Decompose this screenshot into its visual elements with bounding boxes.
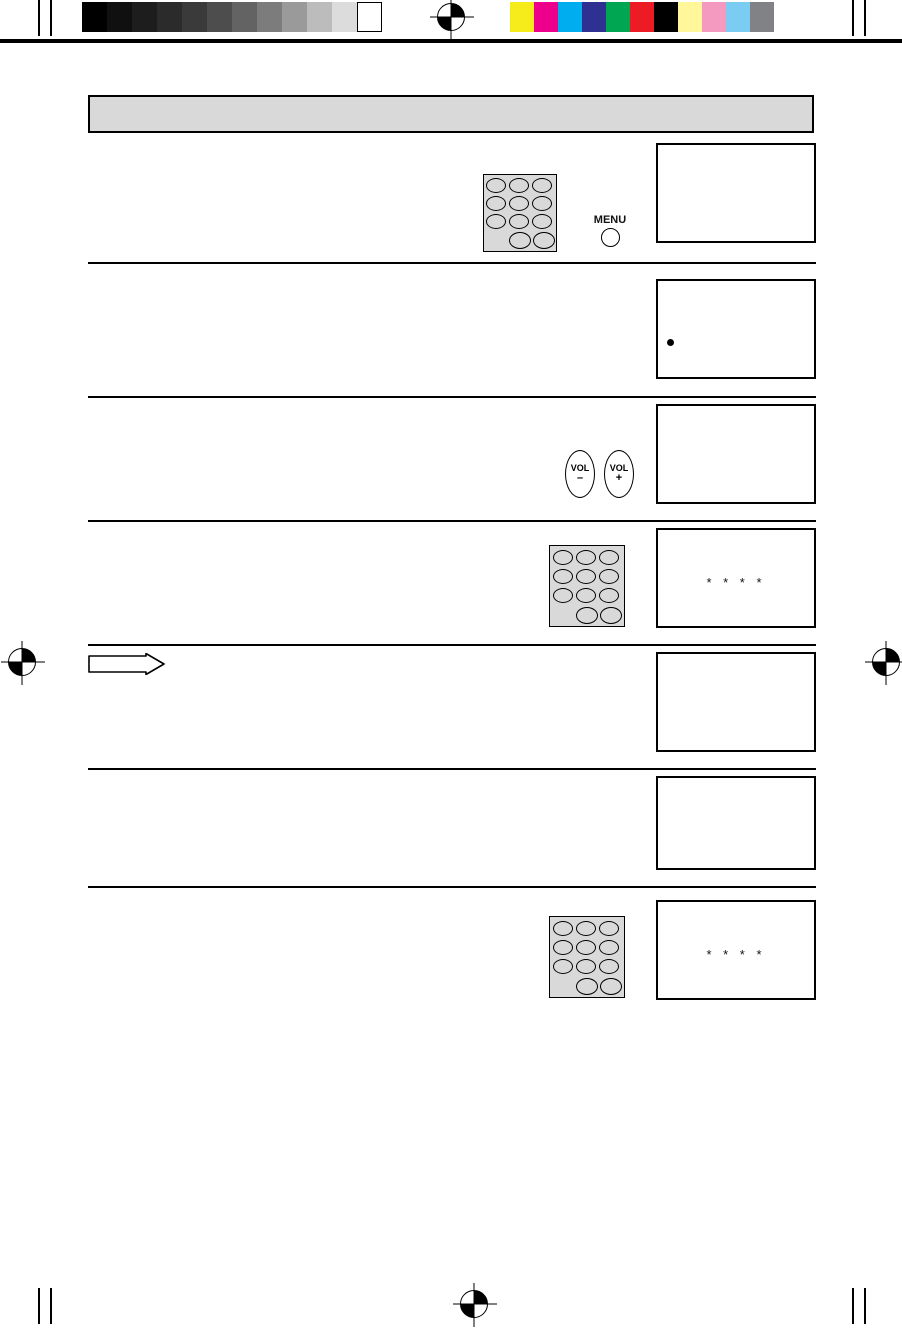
separator-rule-5	[88, 768, 816, 770]
keypad-key[interactable]	[553, 550, 573, 565]
separator-rule-2	[88, 396, 816, 398]
numeric-keypad-icon[interactable]	[549, 916, 625, 998]
keypad-key[interactable]	[576, 588, 596, 603]
keypad-key[interactable]	[600, 607, 622, 624]
keypad-key[interactable]	[553, 921, 573, 936]
menu-button-label: MENU	[593, 214, 627, 226]
separator-rule-1	[88, 262, 816, 264]
tv-screen-2	[656, 279, 816, 379]
page-title-banner	[88, 95, 814, 133]
keypad-key[interactable]	[599, 940, 619, 955]
keypad-key[interactable]	[576, 607, 598, 624]
volume-up-label: VOL	[609, 463, 629, 473]
keypad-key[interactable]	[486, 214, 506, 229]
tv-screen-5	[656, 652, 816, 752]
numeric-keypad-icon[interactable]	[549, 545, 625, 627]
keypad-key[interactable]	[553, 569, 573, 584]
volume-up-button[interactable]	[604, 450, 634, 498]
keypad-key[interactable]	[509, 232, 531, 249]
keypad-key[interactable]	[599, 959, 619, 974]
keypad-key[interactable]	[576, 569, 596, 584]
separator-rule-6	[88, 886, 816, 888]
keypad-key[interactable]	[509, 196, 529, 211]
separator-rule-3	[88, 520, 816, 522]
tv-screen-2-bullet	[667, 339, 674, 346]
keypad-key[interactable]	[553, 588, 573, 603]
keypad-key[interactable]	[599, 569, 619, 584]
keypad-key[interactable]	[576, 978, 598, 995]
keypad-key[interactable]	[486, 178, 506, 193]
numeric-keypad-icon[interactable]	[483, 174, 557, 252]
tv-screen-6	[656, 776, 816, 870]
volume-down-label: VOL	[570, 463, 590, 473]
menu-button[interactable]	[585, 214, 635, 247]
keypad-key[interactable]	[599, 550, 619, 565]
keypad-key[interactable]	[509, 214, 529, 229]
volume-down-sign: –	[576, 472, 584, 484]
keypad-key[interactable]	[600, 978, 622, 995]
keypad-key[interactable]	[576, 940, 596, 955]
volume-up-sign: +	[615, 472, 623, 484]
keypad-key[interactable]	[599, 588, 619, 603]
keypad-key[interactable]	[553, 940, 573, 955]
keypad-key[interactable]	[486, 196, 506, 211]
menu-button-circle[interactable]	[601, 228, 620, 247]
separator-rule-4	[88, 644, 816, 646]
keypad-key[interactable]	[533, 232, 555, 249]
tv-screen-3	[656, 404, 816, 504]
keypad-key[interactable]	[576, 550, 596, 565]
tv-screen-1	[656, 143, 816, 243]
tv-screen-7	[656, 900, 816, 1000]
keypad-key[interactable]	[509, 178, 529, 193]
keypad-key[interactable]	[532, 196, 552, 211]
keypad-key[interactable]	[599, 921, 619, 936]
volume-down-button[interactable]	[565, 450, 595, 498]
tv-screen-4-text: * * * *	[706, 575, 766, 590]
note-arrow-icon	[88, 653, 166, 673]
tv-screen-4	[656, 528, 816, 628]
keypad-key[interactable]	[576, 921, 596, 936]
tv-screen-7-text: * * * *	[706, 947, 766, 962]
keypad-key[interactable]	[553, 959, 573, 974]
keypad-key[interactable]	[532, 214, 552, 229]
keypad-key[interactable]	[532, 178, 552, 193]
keypad-key[interactable]	[576, 959, 596, 974]
